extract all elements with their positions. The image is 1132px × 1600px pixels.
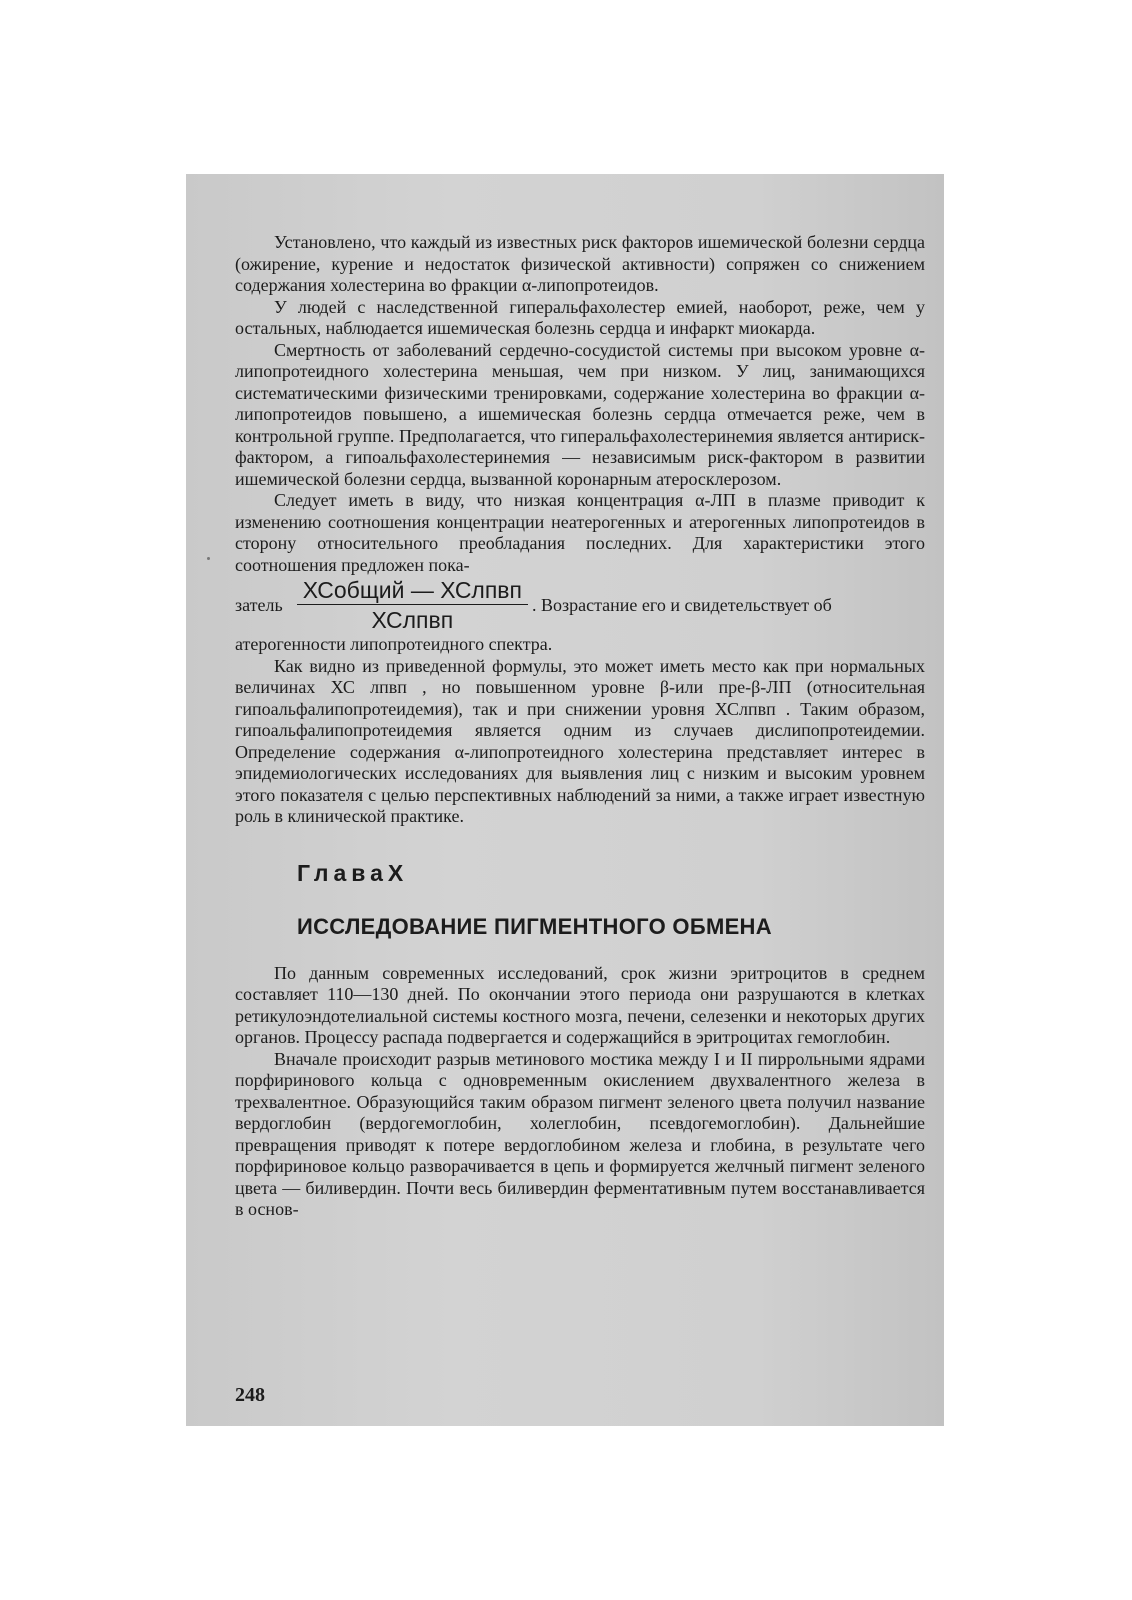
paragraph-3: Смертность от заболеваний сердечно-сосудистой системы при высоком уровне α-липопротеидного холестерина меньшая, чем при низком. У лиц, занимающихся систематическими физическими тренировками, содержание холестерина во фракции α-липопротеидов повышено, а ишемическая болезнь сердца отмечается реже, чем в контрольной группе. Предполагается, что гиперальфахолестеринемия является антириск-фактором, а гипоальфахолестеринемия — независимым риск-фактором в развитии ишемической болезни сердца, вызванной коронарным атеросклерозом. — [235, 339, 925, 489]
after-formula-text: атерогенности липопротеидного спектра. — [235, 634, 553, 654]
paragraph-4: Следует иметь в виду, что низкая концентрация α-ЛП в плазме приводит к изменению соотношения концентрации неатерогенных и атерогенных липопротеидов в сторону относительного преобладания последних. Для характеристики этого соотношения предложен пока- — [235, 490, 925, 575]
paragraph-6: По данным современных исследований, срок жизни эритроцитов в среднем составляет 110—130 дней. По окончании этого периода они разрушаются в клетках ретикулоэндотелиальной системы костного мозга, печени, селезенки и некоторых других органов. Процессу распада подвергается и содержащийся в эритроцитах гемоглобин. — [235, 962, 925, 1047]
formula-denominator: ХСлпвп — [371, 607, 454, 633]
formula-tail: . Возрастание его и свидетельствует об — [531, 594, 832, 615]
paragraph-7: Вначале происходит разрыв метинового мостика между I и II пиррольными ядрами порфиринового кольца с одновременным окислением двухвалентного железа в трехвалентное. Образующийся таким образом пигмент зеленого цвета получил название вердоглобин (вердогемоглобин, холеглобин, псевдогемоглобин). Дальнейшие превращения приводят к потере вердоглобином железа и глобина, в результате чего порфириновое кольцо разворачивается в цепь и формируется желчный пигмент зеленого цвета — биливердин. Почти весь биливердин ферментативным путем восстанавливается в основ- — [235, 1048, 925, 1219]
formula-lead: затель — [235, 594, 283, 615]
chapter-label: ГлаваX — [297, 859, 409, 886]
scan-speck — [207, 557, 210, 560]
paragraph-5: Как видно из приведенной формулы, это может иметь место как при нормальных величинах ХС лпвп , но повышенном уровне β-или пре-β-ЛП (относительная гипоальфалипопротеидемия), так и при снижении уровня ХСлпвп . Таким образом, гипоальфалипопротеидемия является одним из случаев дислипопротеидемии. Определение содержания α-липопротеидного холестерина представляет интерес в эпидемиологических исследованиях для выявления лиц с низким и высоким уровнем этого показателя с целью перспективных наблюдений за ними, а также играет известную роль в клинической практике. — [235, 655, 925, 826]
page-content — [235, 232, 925, 1221]
paragraph-1: Установлено, что каждый из известных риск факторов ишемической болезни сердца (ожирение, курение и недостаток физической активности) сопряжен со снижением содержания холестерина во фракции α-липопротеидов. — [235, 232, 925, 295]
formula-line — [235, 577, 925, 634]
chapter-title: ИССЛЕДОВАНИЕ ПИГМЕНТНОГО ОБМЕНА — [297, 913, 772, 939]
formula-fraction — [297, 577, 528, 634]
page-number: 248 — [235, 1384, 265, 1406]
paragraph-2: У людей с наследственной гиперальфахолестер емией, наоборот, реже, чем у остальных, наблюдается ишемическая болезнь сердца и инфаркт миокарда. — [235, 296, 925, 338]
formula-numerator: ХСобщий — ХСлпвп — [297, 577, 528, 605]
